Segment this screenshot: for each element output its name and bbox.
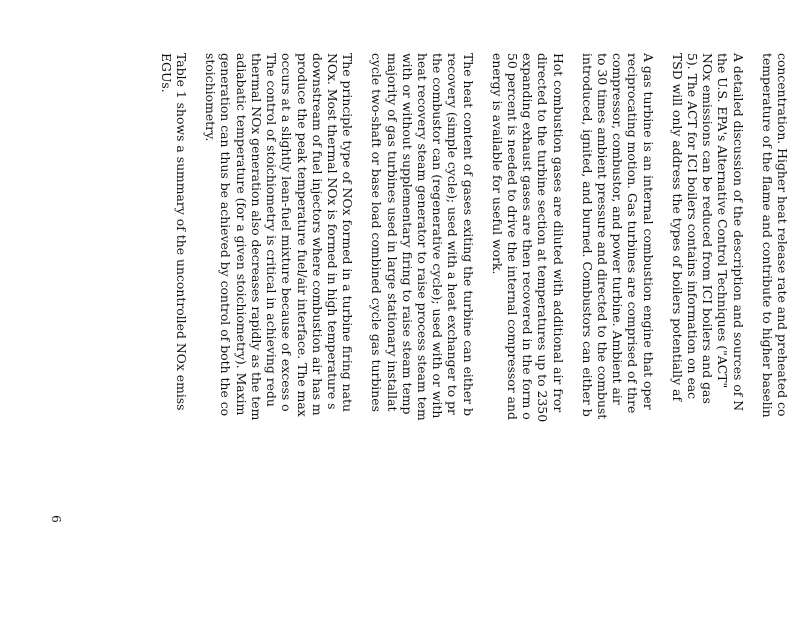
text-line: adiabatic temperature (for a given stoichiometry). Maxim [233, 53, 249, 416]
text-line: the U.S. EPA's Alternative Control Techniques ("ACT" [715, 53, 731, 389]
text-line: thermal NOx generation also decreases rapidly as the tem [248, 53, 264, 421]
text-line: 5). The ACT for ICI boilers contains information on eac [684, 53, 700, 400]
paragraph [203, 53, 355, 618]
text-line: energy is available for useful work. [489, 53, 505, 275]
text-line: reciprocating motion. Gas turbines are comprised of thre [625, 53, 641, 414]
text-line: recovery (simple cycle); used with a heat exchanger to pr [445, 53, 461, 415]
paragraph [580, 53, 656, 618]
text-line: EGUs. [158, 53, 174, 93]
text-line: generation can thus be achieved by control of both the co [218, 53, 234, 417]
text-line: stoichiometry. [203, 53, 219, 142]
text-line: downstream of fuel injectors where combustion air has m [309, 53, 325, 416]
paragraph [760, 53, 790, 618]
page-number: 6 [48, 515, 63, 523]
text-line: to 30 times ambient pressure and directed to the combust [594, 53, 610, 420]
text-line: A gas turbine is an internal combustion engine that oper [640, 53, 656, 410]
text-line: expanding exhaust gases are then recovered in the form o [520, 53, 536, 420]
text-line: heat recovery steam generator to raise process steam tem [414, 53, 430, 421]
text-line: Hot combustion gases are diluted with additional air fror [550, 53, 566, 413]
text-line: with or without supplementary firing to raise steam temp [399, 53, 415, 415]
text-line: the combustor can (regenerative cycle); used with or with [430, 53, 446, 419]
paragraph [490, 53, 566, 618]
text-line: produce the peak temperature fuel/air interface. The max [294, 53, 310, 417]
text-line: cycle two-shaft or base load combined cycle gas turbines [369, 53, 385, 412]
paragraph [159, 53, 189, 618]
text-line: The control of stoichiometry is critical in achieving redu [264, 53, 280, 407]
paragraph [670, 53, 746, 618]
text-line: majority of gas turbines used in large stationary installat [384, 53, 400, 412]
paragraph [369, 53, 475, 618]
text-line: directed to the turbine section at temperatures up to 2350 [535, 53, 551, 423]
text-line: The heat content of gases exiting the turbine can either b [460, 53, 476, 416]
text-line: 50 percent is needed to drive the internal compressor and [504, 53, 520, 420]
text-line: TSD will only address the types of boilers potentially af [669, 53, 685, 402]
text-line: occurs at a slightly lean-fuel mixture because of excess o [279, 53, 295, 412]
text-line: A detailed discussion of the description and sources of N [730, 53, 746, 412]
text-line: concentration. Higher heat release rate and preheated co [775, 53, 790, 417]
text-line: NOx. Most thermal NOx is formed in high temperature s [324, 53, 340, 410]
text-line: NOx emissions can be reduced from ICI boilers and gas [700, 53, 716, 404]
text-line: temperature of the flame and contribute to higher baselin [759, 53, 775, 418]
text-line: compressor, combustor, and power turbine. Ambient air [610, 53, 626, 405]
rotated-text-body [110, 53, 790, 618]
text-line: introduced, ignited, and burned. Combustors can either b [579, 53, 595, 417]
text-line: Table 1 shows a summary of the uncontrolled NOx emiss [174, 53, 190, 411]
text-line: The principle type of NOx formed in a turbine firing natu [340, 53, 356, 412]
